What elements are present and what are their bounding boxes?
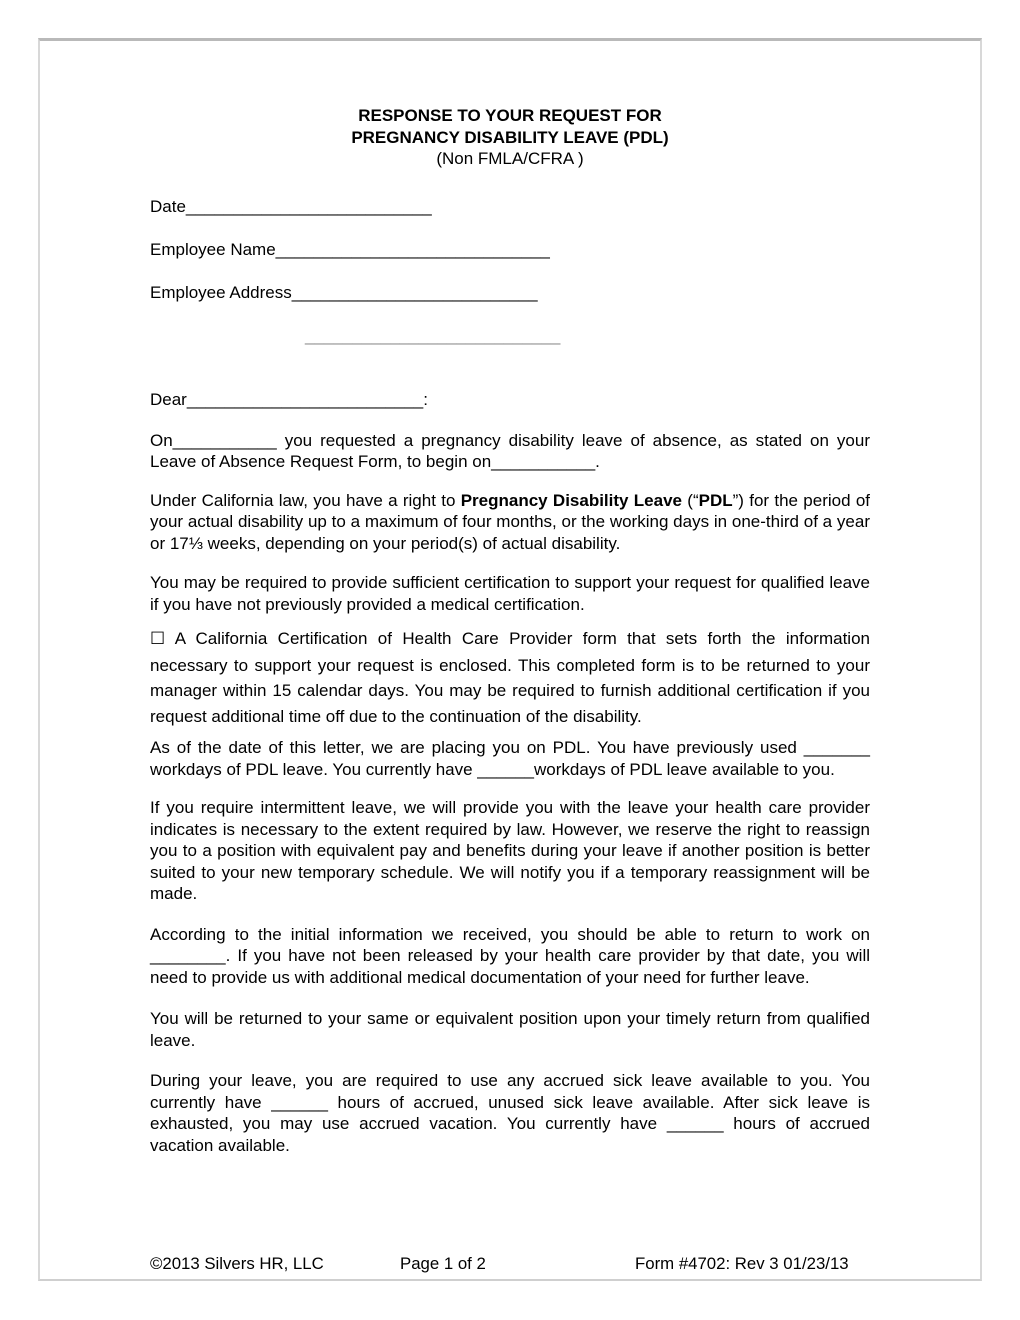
paragraph-certification: You may be required to provide sufficient certification to support your request for qualified leave if you have not previously provided a medical certification. [150,573,870,614]
date-blank-line: __________________________ [185,196,432,216]
empty-checkbox-icon: ☐ [150,629,166,649]
title-line-1: RESPONSE TO YOUR REQUEST FOR [358,106,662,125]
bold-pdl-leave-term: Pregnancy Disability Leave [460,490,682,510]
paragraph-accrued-leave: During your leave, you are required to use any accrued sick leave available to you. You currently have ______ hours of accrued, unused sick leave available. After sick leave is exhausted, you may use accrued vacation. You currently have ______ hours of accrued vacation available. [150,1071,870,1155]
text-run: (“ [682,490,699,510]
salutation-blank-line: _________________________ [186,390,424,409]
footer-copyright: ©2013 Silvers HR, LLC [150,1254,324,1273]
text-run: Under California law, you have a right to [150,490,461,510]
paragraph-pdl-law [150,490,870,555]
paragraph-intermittent-leave: If you require intermittent leave, we will provide you with the leave your health care provider indicates is necessary to the extent required by law. However, we reserve the right to reassign you to a position with equivalent pay and benefits during your leave if another position is better suited to your new temporary schedule. We will notify you if a temporary reassignment will be made. [150,798,870,903]
letter-content [40,41,980,1156]
bold-pdl-abbrev: PDL [698,490,733,510]
document-page [38,38,982,1281]
date-field [150,196,870,218]
date-label: Date [150,196,186,216]
text-run: ”) for the period of your actual disability up to a maximum of four months, or the working days in one-third of a year or 17⅓ weeks, depending on your period(s) of actual disability. [150,490,871,553]
employee-address-label: Employee Address [150,282,292,302]
salutation [150,389,870,411]
footer-page-number: Page 1 of 2 [400,1254,486,1273]
letter-title [150,105,870,170]
employee-address-line2-blank: ___________________________ [305,325,561,345]
paragraph-reinstatement: You will be returned to your same or equivalent position upon your timely return from qualified leave. [150,1009,870,1050]
paragraph-enclosed-form [150,626,870,729]
title-line-2: PREGNANCY DISABILITY LEAVE (PDL) [351,127,669,147]
employee-name-label: Employee Name [150,239,276,259]
enclosed-form-text: A California Certification of Health Care Provider form that sets forth the information necessary to support your request is enclosed. This completed form is to be returned to your manager within 15 calendar days. You may be required to furnish additional certification if you request additional time off due to the continuation of the disability. [150,629,870,726]
salutation-label: Dear [150,390,187,409]
employee-name-blank-line: _____________________________ [275,239,550,259]
salutation-colon: : [423,390,428,409]
paragraph-return-date: According to the initial information we received, you should be able to return to work on ________. If you have not been released by your health care provider by that date, you will need to provide us with additional medical documentation of your need for further leave. [150,924,870,987]
footer-form-number: Form #4702: Rev 3 01/23/13 [635,1254,849,1273]
paragraph-leave-request: On___________ you requested a pregnancy disability leave of absence, as stated on your Leave of Absence Request Form, to begin on___________. [150,430,870,471]
employee-name-field [150,239,870,261]
title-line-3: (Non FMLA/CFRA ) [436,149,584,168]
employee-address-field [150,282,870,304]
employee-address-blank-line: __________________________ [291,282,538,302]
paragraph-pdl-placement: As of the date of this letter, we are placing you on PDL. You have previously used _______ workdays of PDL leave. You currently have ______workdays of PDL leave available to you. [150,738,870,779]
